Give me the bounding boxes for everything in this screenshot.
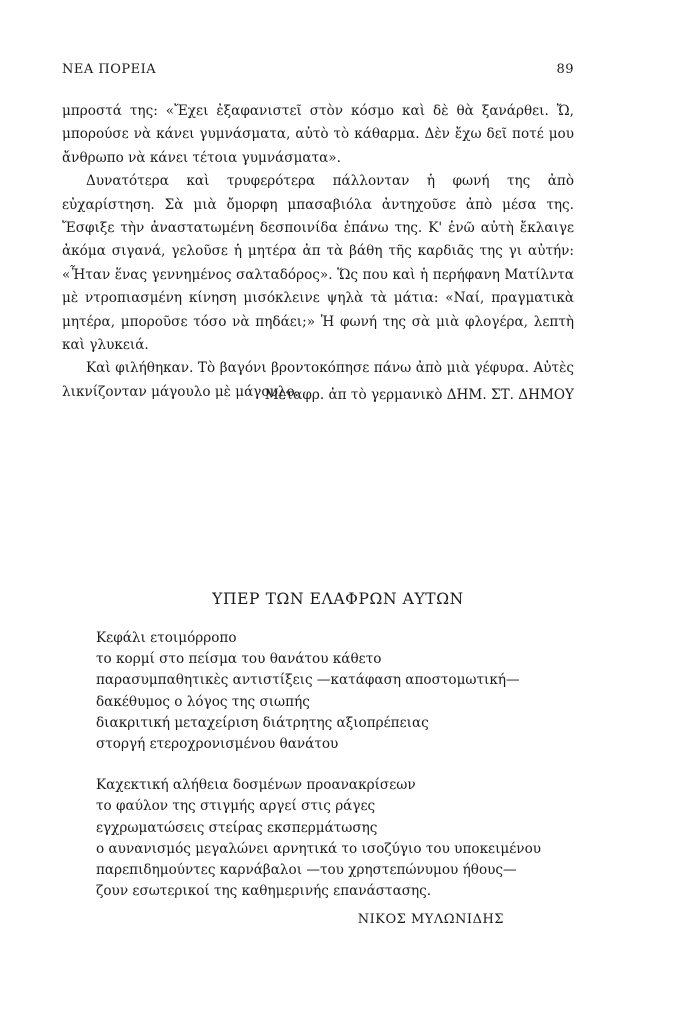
translator-credit: Μεταφρ. ἀπ τὸ γερμανικὸ ΔΗΜ. ΣΤ. ΔΗΜΟΥ xyxy=(264,387,574,403)
story-text xyxy=(62,100,574,404)
running-header xyxy=(62,62,574,82)
poem-line: παρασυμπαθητικὲς αντιστίξεις —κατάφαση αποστομωτική— xyxy=(96,672,520,689)
poem-line: δακέθυμος ο λόγος της σιωπής xyxy=(96,693,310,710)
journal-title: ΝΕΑ ΠΟΡΕΙΑ xyxy=(62,62,157,77)
poem-line: το κορμί στο πείσμα του θανάτου κάθετο xyxy=(96,651,382,668)
paragraph: Καὶ φιλήθηκαν. Τὸ βαγόνι βροντοκόπησε πάνω ἀπὸ μιὰ γέφυρα. Αὐτὲς λικνίζονταν μάγουλο μὲ μάγουλο. xyxy=(62,360,574,400)
page-number: 89 xyxy=(556,62,574,77)
poem-line: Καχεκτική αλήθεια δοσμένων προανακρίσεων xyxy=(96,777,416,794)
poem-line: ζουν εσωτερικοί της καθημερινής επανάστασης. xyxy=(96,883,432,900)
poem-line: στοργή ετεροχρονισμένου θανάτου xyxy=(96,736,339,753)
poem-line: Κεφάλι ετοιμόρροπο xyxy=(96,630,237,646)
poem-author: ΝΙΚΟΣ ΜΥΛΩΝΙΔΗΣ xyxy=(357,912,504,927)
paragraph: μπροστά της: «Ἔχει ἐξαφανιστεῖ στὸν κόσμο καὶ δὲ θὰ ξανάρθει. Ὤ, μπορούσε νὰ κάνει γυμνάσματα, αὐτὸ τὸ κάθαρμα. Δὲν ἔχω δεῖ ποτέ μου ἄνθρωπο νὰ κάνει τέτοια γυμνάσματα». xyxy=(62,103,574,166)
stanza xyxy=(96,628,576,755)
stanza xyxy=(96,775,576,902)
poem-title: ΥΠΕΡ ΤΩΝ ΕΛΑΦΡΩΝ ΑΥΤΩΝ xyxy=(212,590,464,608)
poem-line: εγχρωματώσεις στείρας εκσπερμάτωσης xyxy=(96,819,378,836)
poem-line: ο αυνανισμός μεγαλώνει αρνητικά το ισοζύγιο του υποκειμένου xyxy=(96,840,542,857)
poem-body xyxy=(96,628,576,922)
poem-line: παρεπιδημούντες καρνάβαλοι —του χρηστεπώνυμου ήθους— xyxy=(96,862,517,879)
poem-line: το φαύλον της στιγμής αργεί στις ράγες xyxy=(96,798,376,815)
paragraph: Δυνατότερα καὶ τρυφερότερα πάλλονταν ἡ φωνή της ἀπὸ εὐχαρίστηση. Σὰ μιὰ ὄμορφη μπασαβιόλα ἀντηχοῦσε ἀπὸ μέσα της. Ἔσφιξε τὴν ἀναστατωμένη δεσποινίδα ἐπάνω της. Κ' ἐνῶ αὐτὴ ἔκλαιγε ἀκόμα σιγανά, γελοῦσε ἡ μητέρα ἀπ τὰ βάθη τῆς καρδιᾶς της γι αὐτήν: «Ἦταν ἕνας γεννημένος σαλταδόρος». Ὥς που καὶ ἡ περήφανη Ματίλντα μὲ ντροπιασμένη κίνηση μισόκλεινε ψηλὰ τὰ μάτια: «Ναί, πραγματικὰ μητέρα, μποροῦσε τόσο νὰ πηδάει;» Ἡ φωνή της σὰ μιὰ φλογέρα, λεπτὴ καὶ γλυκειά. xyxy=(62,173,574,354)
poem-line: διακριτική μεταχείριση διάτρητης αξιοπρέπειας xyxy=(96,714,429,731)
